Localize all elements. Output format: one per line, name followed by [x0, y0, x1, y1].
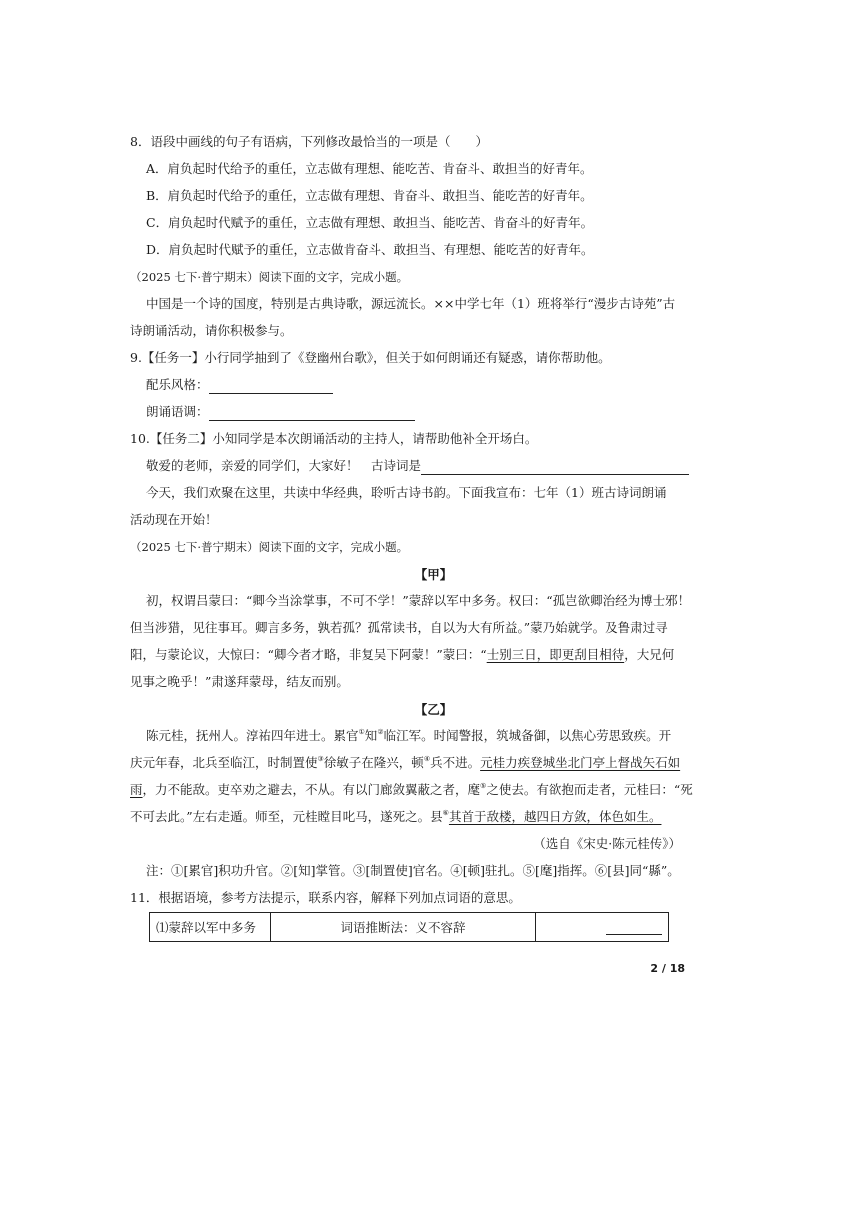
passage-yi-title: 【乙】 — [414, 702, 453, 717]
yi-underlined-sentence-1: 元桂力疾登城坐北门亭上督战矢石如 — [480, 755, 681, 770]
q10-answer-blank[interactable] — [421, 460, 689, 475]
jia-underlined-sentence: 士别三日，即更刮目相待 — [486, 647, 625, 662]
intro-line-1: 中国是一个诗的国度，特别是古典诗歌，源远流长。××中学七年（1）班将举行“漫步古诗苑”古 — [146, 296, 676, 311]
footnote-mark-5: ⑤ — [480, 782, 487, 790]
yi-underlined-sentence-2: 其首于敌楼，越四日方敛，体色如生。 — [448, 809, 662, 824]
yi-line-2 — [130, 754, 680, 772]
yi-line-1 — [146, 727, 671, 745]
yi-line-1-b: 知 — [364, 728, 378, 743]
q11-table — [149, 912, 669, 942]
yi-underlined-sentence-1-end: 雨 — [130, 782, 143, 797]
jia-line-2: 但当涉猎，见往事耳。卿言多务，孰若孤？孤常读书，自以为大有所益。”蒙乃始就学。及鲁肃过寻 — [130, 620, 668, 635]
q11-phrase-cell: ⑴蒙辞以军中多务 — [150, 913, 271, 942]
yi-line-4 — [130, 808, 661, 826]
yi-line-1-c: 临江军。时闻警报，筑城备御，以焦心劳思致疾。开 — [383, 728, 672, 743]
yi-line-2-a: 庆元年春，北兵至临江，时制置使 — [130, 755, 318, 770]
footnote-mark-1: ① — [358, 728, 365, 736]
q9-tone-label: 朗诵语调： — [146, 404, 209, 419]
intro-line-2: 诗朗诵活动，请你积极参与。 — [130, 323, 293, 338]
page-number: 2 / 18 — [650, 962, 685, 975]
footnote-mark-6: ⑥ — [442, 809, 449, 817]
q9-tone-blank[interactable] — [209, 406, 415, 421]
yi-line-4-a: 不可去此。”左右走遁。师至，元桂瞠目叱马，遂死之。县 — [130, 809, 443, 824]
q9-tone-row — [146, 403, 415, 421]
q8-option-a: A．肩负起时代给予的重任，立志做有理想、能吃苦、肯奋斗、敢担当的好青年。 — [146, 161, 593, 176]
jia-line-4: 见事之晚乎！”肃遂拜蒙母，结友而别。 — [130, 674, 349, 689]
jia-line-3 — [130, 646, 674, 664]
q8-option-c: C．肩负起时代赋予的重任，立志做有理想、敢担当、能吃苦、肯奋斗的好青年。 — [146, 215, 594, 230]
q11-stem: 11．根据语境，参考方法提示，联系内容，解释下列加点词语的意思。 — [130, 890, 521, 905]
q8-stem: 8．语段中画线的句子有语病，下列修改最恰当的一项是（ ） — [130, 134, 488, 149]
yi-line-3-a: ，力不能敌。吏卒劝之避去，不从。有以门廊敛翼蔽之者，麾 — [142, 782, 481, 797]
passage-jia-title: 【甲】 — [414, 567, 453, 582]
footnote-mark-2: ② — [377, 728, 384, 736]
q10-stem: 10.【任务二】小知同学是本次朗诵活动的主持人，请帮助他补全开场白。 — [130, 431, 538, 446]
q10-line-1: 敬爱的老师，亲爱的同学们，大家好！ 古诗词是 — [146, 458, 422, 473]
q8-option-b: B．肩负起时代给予的重任，立志做有理想、肯奋斗、敢担当、能吃苦的好青年。 — [146, 188, 593, 203]
yi-notes: 注：①[累官]积功升官。②[知]掌管。③[制置使]官名。④[顿]驻扎。⑤[麾]指挥。⑥[县]同“縣”。 — [146, 863, 680, 878]
q9-stem: 9.【任务一】小行同学抽到了《登幽州台歌》，但关于如何朗诵还有疑惑，请你帮助他。 — [130, 350, 611, 365]
q10-line-2: 今天，我们欢聚在这里，共读中华经典，聆听古诗书韵。下面我宣布：七年（1）班古诗词朗诵 — [146, 485, 667, 500]
q9-music-blank[interactable] — [209, 379, 333, 394]
yi-source: （选自《宋史·陈元桂传》） — [533, 836, 681, 851]
q10-line-1-row — [146, 457, 689, 475]
source-note-1: （2025 七下·普宁期末）阅读下面的文字，完成小题。 — [130, 270, 409, 284]
yi-line-1-a: 陈元桂，抚州人。淳祐四年进士。累官 — [146, 728, 359, 743]
footnote-mark-4: ④ — [423, 755, 431, 763]
q9-music-row — [146, 376, 333, 394]
source-note-2: （2025 七下·普宁期末）阅读下面的文字，完成小题。 — [130, 540, 409, 554]
q9-music-label: 配乐风格： — [146, 377, 209, 392]
jia-line-3-end: ，大兄何 — [624, 647, 675, 662]
footnote-mark-3: ③ — [317, 755, 324, 763]
q8-option-d: D．肩负起时代赋予的重任，立志做肯奋斗、敢担当、有理想、能吃苦的好青年。 — [146, 242, 594, 257]
q11-answer-cell[interactable] — [536, 913, 669, 942]
yi-line-2-c: 兵不进。 — [430, 755, 481, 770]
q11-method-cell: 词语推断法：义不容辞 — [271, 913, 536, 942]
table-row — [150, 913, 669, 942]
q11-answer-blank[interactable] — [606, 920, 662, 935]
jia-line-3-start: 阳，与蒙论议，大惊曰：“卿今者才略，非复吴下阿蒙！”蒙曰：“ — [130, 647, 487, 662]
yi-line-3 — [130, 781, 693, 799]
jia-line-1: 初，权谓吕蒙曰：“卿今当涂掌事，不可不学！”蒙辞以军中多务。权曰：“孤岂欲卿治经为博士邪！ — [146, 593, 691, 608]
yi-line-2-b: 徐敏子在隆兴，顿 — [323, 755, 424, 770]
yi-line-3-b: 之使去。有欲抱而走者，元桂曰：“死 — [486, 782, 693, 797]
q10-line-3: 活动现在开始！ — [130, 512, 218, 527]
